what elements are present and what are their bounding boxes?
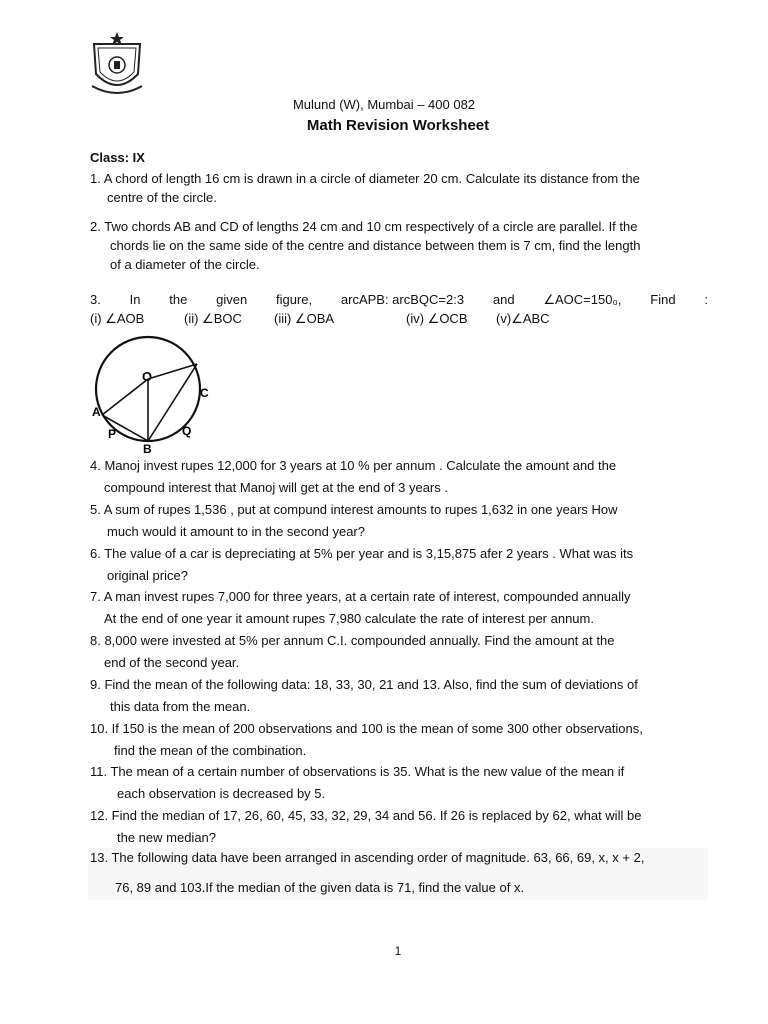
question-6-line-2: original price? [107,568,188,583]
q3-word: the [169,292,188,307]
question-10 [90,718,690,762]
q3-word: and [492,292,515,307]
question-11-line-1: 11. The mean of a certain number of observations is 35. What is the new value of the mean if [90,764,625,779]
school-address: Mulund (W), Mumbai – 400 082 [292,97,476,112]
question-11 [90,761,690,805]
label-c: C [200,386,209,400]
question-5 [90,499,690,543]
question-13 [88,848,708,900]
q3-word: given [216,292,248,307]
question-12-line-1: 12. Find the median of 17, 26, 60, 45, 33, 32, 29, 34 and 56. If 26 is replaced by 62, what will be [90,808,642,823]
question-5-line-2: much would it amount to in the second year? [107,524,365,539]
circle-figure [90,327,215,457]
q3-part-iii: (iii) ∠OBA [274,311,335,326]
label-a: A [92,405,101,419]
question-8-line-2: end of the second year. [104,655,240,670]
school-crest-logo [88,30,146,98]
worksheet-title: Math Revision Worksheet [306,117,490,134]
question-12-line-2: the new median? [117,830,217,845]
q3-word: 3. [90,292,101,307]
question-4-line-2: compound interest that Manoj will get at the end of 3 years . [104,480,448,495]
question-10-line-2: find the mean of the combination. [114,743,307,758]
q3-word: figure, [275,292,313,307]
question-7 [90,586,690,630]
label-p: P [108,427,117,441]
question-6-line-1: 6. The value of a car is depreciating at 5% per year and is 3,15,875 afer 2 years . What was its [90,546,634,561]
question-2-line-3: of a diameter of the circle. [110,257,260,272]
q3-word: Find [650,292,676,307]
label-b: B [143,442,152,456]
label-q: Q [182,424,192,438]
page-number: 1 [394,944,402,958]
question-9-line-2: this data from the mean. [110,699,251,714]
radius-oa [102,379,148,415]
q3-part-ii: (ii) ∠BOC [184,311,242,326]
question-7-line-1: 7. A man invest rupes 7,000 for three years, at a certain rate of interest, compounded annually [90,589,631,604]
question-13-line-1: 13. The following data have been arranged in ascending order of magnitude. 63, 66, 69, x, x + 2, [90,850,645,865]
question-3-line-1 [90,292,708,308]
question-1-line-1: 1. A chord of length 16 cm is drawn in a circle of diameter 20 cm. Calculate its distance from the [90,171,640,186]
q3-part-v: (v)∠ABC [496,311,550,326]
question-1-line-2: centre of the circle. [107,190,217,205]
question-9-line-1: 9. Find the mean of the following data: 18, 33, 30, 21 and 13. Also, find the sum of deviations of [90,677,638,692]
question-2-line-1: 2. Two chords AB and CD of lengths 24 cm and 10 cm respectively of a circle are parallel. If the [90,219,638,234]
label-o: O [142,369,153,384]
question-7-line-2: At the end of one year it amount rupes 7,980 calculate the rate of interest per annum. [104,611,594,626]
q3-part-i: (i) ∠AOB [90,311,145,326]
question-4-line-1: 4. Manoj invest rupes 12,000 for 3 years at 10 % per annum . Calculate the amount and the [90,458,617,473]
q3-word: arcAPB: arcBQC=2:3 [340,292,465,307]
question-8-line-1: 8. 8,000 were invested at 5% per annum C.I. compounded annually. Find the amount at the [90,633,615,648]
question-12 [90,805,690,849]
question-6 [90,543,690,587]
question-13-line-2: 76, 89 and 103.If the median of the given data is 71, find the value of x. [115,880,525,895]
question-4 [90,455,690,499]
question-10-line-1: 10. If 150 is the mean of 200 observations and 100 is the mean of some 300 other observations, [90,721,643,736]
question-9 [90,674,690,718]
q3-word: ∠AOC=150₀, [543,292,622,307]
question-1 [90,169,690,207]
question-2-line-2: chords lie on the same side of the centre and distance between them is 7 cm, find the length [110,238,641,253]
q3-part-iv: (iv) ∠OCB [406,311,468,326]
question-8 [90,630,690,674]
q3-word: : [704,292,708,307]
question-2 [90,217,690,274]
q3-word: In [129,292,141,307]
class-label: Class: IX [90,150,145,165]
question-11-line-2: each observation is decreased by 5. [117,786,326,801]
question-5-line-1: 5. A sum of rupes 1,536 , put at compund interest amounts to rupes 1,632 in one years How [90,502,618,517]
